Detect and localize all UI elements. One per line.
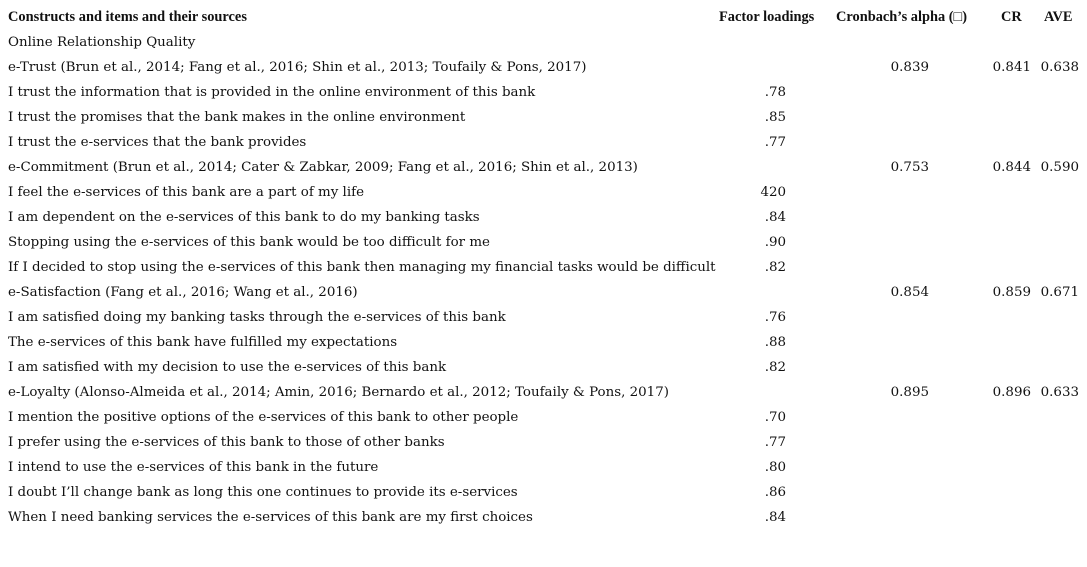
table-header-row bbox=[0, 5, 1087, 30]
row-text: e-Commitment (Brun et al., 2014; Cater & Zabkar, 2009; Fang et al., 2016; Shin et al., 2013) bbox=[8, 160, 638, 175]
factor-loading: .90 bbox=[764, 235, 786, 250]
header-constructs: Constructs and items and their sources bbox=[8, 9, 247, 25]
cronbach-alpha: 0.895 bbox=[890, 385, 929, 400]
table-row bbox=[0, 330, 1087, 355]
ave-value: 0.590 bbox=[1040, 160, 1079, 175]
table-row bbox=[0, 80, 1087, 105]
row-text: When I need banking services the e-services of this bank are my first choices bbox=[8, 510, 533, 525]
row-text: e-Satisfaction (Fang et al., 2016; Wang et al., 2016) bbox=[8, 285, 358, 300]
row-text: I feel the e-services of this bank are a part of my life bbox=[8, 185, 365, 200]
table-row bbox=[0, 105, 1087, 130]
row-text: I trust the information that is provided in the online environment of this bank bbox=[8, 85, 536, 100]
row-text: I am satisfied doing my banking tasks through the e-services of this bank bbox=[8, 310, 506, 325]
table-row bbox=[0, 230, 1087, 255]
table-row bbox=[0, 480, 1087, 505]
factor-loading: 420 bbox=[760, 185, 786, 200]
header-cr: CR bbox=[1001, 9, 1022, 25]
factor-loading: .82 bbox=[764, 260, 786, 275]
table-row bbox=[0, 55, 1087, 80]
row-text: I trust the e-services that the bank provides bbox=[8, 135, 307, 150]
factor-loading: .84 bbox=[764, 210, 786, 225]
table-body bbox=[0, 30, 1087, 530]
header-factor-loadings: Factor loadings bbox=[719, 9, 815, 25]
cr-value: 0.844 bbox=[992, 160, 1031, 175]
factor-loading: .76 bbox=[764, 310, 786, 325]
cr-value: 0.896 bbox=[992, 385, 1031, 400]
factor-loading: .85 bbox=[764, 110, 786, 125]
table-row bbox=[0, 405, 1087, 430]
factor-loading: .88 bbox=[764, 335, 786, 350]
row-text: I trust the promises that the bank makes in the online environment bbox=[8, 110, 466, 125]
cronbach-alpha: 0.854 bbox=[890, 285, 929, 300]
table-row bbox=[0, 355, 1087, 380]
row-text: Online Relationship Quality bbox=[8, 35, 196, 50]
table-row bbox=[0, 180, 1087, 205]
header-ave: AVE bbox=[1044, 9, 1073, 25]
row-text: Stopping using the e-services of this bank would be too difficult for me bbox=[8, 235, 490, 250]
row-text: e-Trust (Brun et al., 2014; Fang et al., 2016; Shin et al., 2013; Toufaily & Pons, 2017) bbox=[8, 60, 587, 75]
constructs-table bbox=[0, 5, 1087, 530]
row-text: I prefer using the e-services of this bank to those of other banks bbox=[8, 435, 445, 450]
ave-value: 0.638 bbox=[1040, 60, 1079, 75]
table-row bbox=[0, 205, 1087, 230]
row-text: I am dependent on the e-services of this bank to do my banking tasks bbox=[8, 210, 480, 225]
row-text: I doubt I’ll change bank as long this one continues to provide its e-services bbox=[8, 485, 518, 500]
factor-loading: .77 bbox=[764, 435, 786, 450]
factor-loading: .86 bbox=[764, 485, 786, 500]
table-row bbox=[0, 380, 1087, 405]
table-row bbox=[0, 255, 1087, 280]
factor-loading: .78 bbox=[764, 85, 786, 100]
cr-value: 0.841 bbox=[992, 60, 1031, 75]
table-row bbox=[0, 505, 1087, 530]
factor-loading: .84 bbox=[764, 510, 786, 525]
row-text: The e-services of this bank have fulfilled my expectations bbox=[8, 335, 398, 350]
table-row bbox=[0, 280, 1087, 305]
row-text: I mention the positive options of the e-services of this bank to other people bbox=[8, 410, 519, 425]
cr-value: 0.859 bbox=[992, 285, 1031, 300]
ave-value: 0.633 bbox=[1040, 385, 1079, 400]
row-text: If I decided to stop using the e-services of this bank then managing my financial tasks would be difficult bbox=[8, 260, 716, 275]
factor-loading: .70 bbox=[764, 410, 786, 425]
header-cronbach-alpha: Cronbach’s alpha (□) bbox=[836, 9, 968, 25]
row-text: I intend to use the e-services of this bank in the future bbox=[8, 460, 379, 475]
cronbach-alpha: 0.839 bbox=[890, 60, 929, 75]
table-row bbox=[0, 155, 1087, 180]
table-row bbox=[0, 30, 1087, 55]
table-row bbox=[0, 305, 1087, 330]
cronbach-alpha: 0.753 bbox=[890, 160, 929, 175]
table-row bbox=[0, 455, 1087, 480]
row-text: I am satisfied with my decision to use the e-services of this bank bbox=[8, 360, 447, 375]
row-text: e-Loyalty (Alonso-Almeida et al., 2014; Amin, 2016; Bernardo et al., 2012; Toufaily & Pons, 2017) bbox=[8, 385, 669, 400]
ave-value: 0.671 bbox=[1040, 285, 1079, 300]
factor-loading: .82 bbox=[764, 360, 786, 375]
table-row bbox=[0, 130, 1087, 155]
table-row bbox=[0, 430, 1087, 455]
factor-loading: .80 bbox=[764, 460, 786, 475]
factor-loading: .77 bbox=[764, 135, 786, 150]
